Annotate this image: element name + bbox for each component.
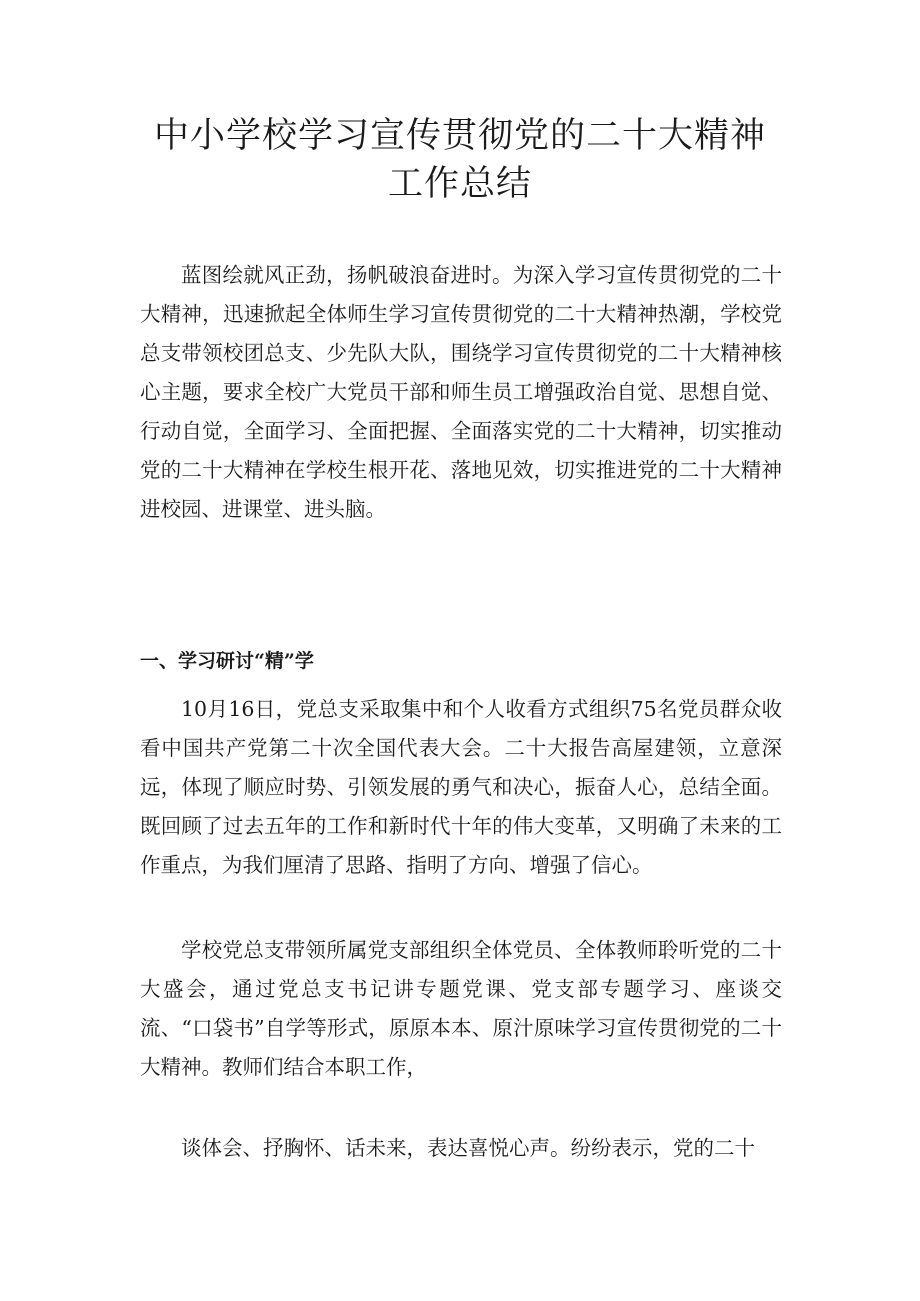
section-paragraph: 学校党总支带领所属党支部组织全体党员、全体教师聆听党的二十大盛会，通过党总支书记讲专题党课、党支部专题学习、座谈交流、“口袋书”自学等形式，原原本本、原汁原味学习宣传贯彻党的二十大精神。教师们结合本职工作， [140, 938, 782, 1079]
section-heading: 一、学习研讨“精”学 [140, 650, 314, 672]
intro-paragraph: 蓝图绘就风正劲，扬帆破浪奋进时。为深入学习宣传贯彻党的二十大精神，迅速掀起全体师生学习宣传贯彻党的二十大精神热潮，学校党总支带领校团总支、少先队大队，围绕学习宣传贯彻党的二十大精神核心主题，要求全校广大党员干部和师生员工增强政治自觉、思想自觉、行动自觉，全面学习、全面把握、全面落实党的二十大精神，切实推动党的二十大精神在学校生根开花、落地见效，切实推进党的二十大精神进校园、进课堂、进头脑。 [140, 263, 782, 521]
section-paragraph: 谈体会、抒胸怀、话未来，表达喜悦心声。纷纷表示，党的二十 [181, 1136, 755, 1160]
section-paragraph: 10月16日，党总支采取集中和个人收看方式组织75名党员群众收看中国共产党第二十次全国代表大会。二十大报告高屋建领，立意深远，体现了顺应时势、引领发展的勇气和决心，振奋人心，总结全面。既回顾了过去五年的工作和新时代十年的伟大变革，又明确了未来的工作重点，为我们厘清了思路、指明了方向、增强了信心。 [140, 697, 782, 877]
document-title: 中小学校学习宣传贯彻党的二十大精神工作总结 [153, 116, 766, 204]
